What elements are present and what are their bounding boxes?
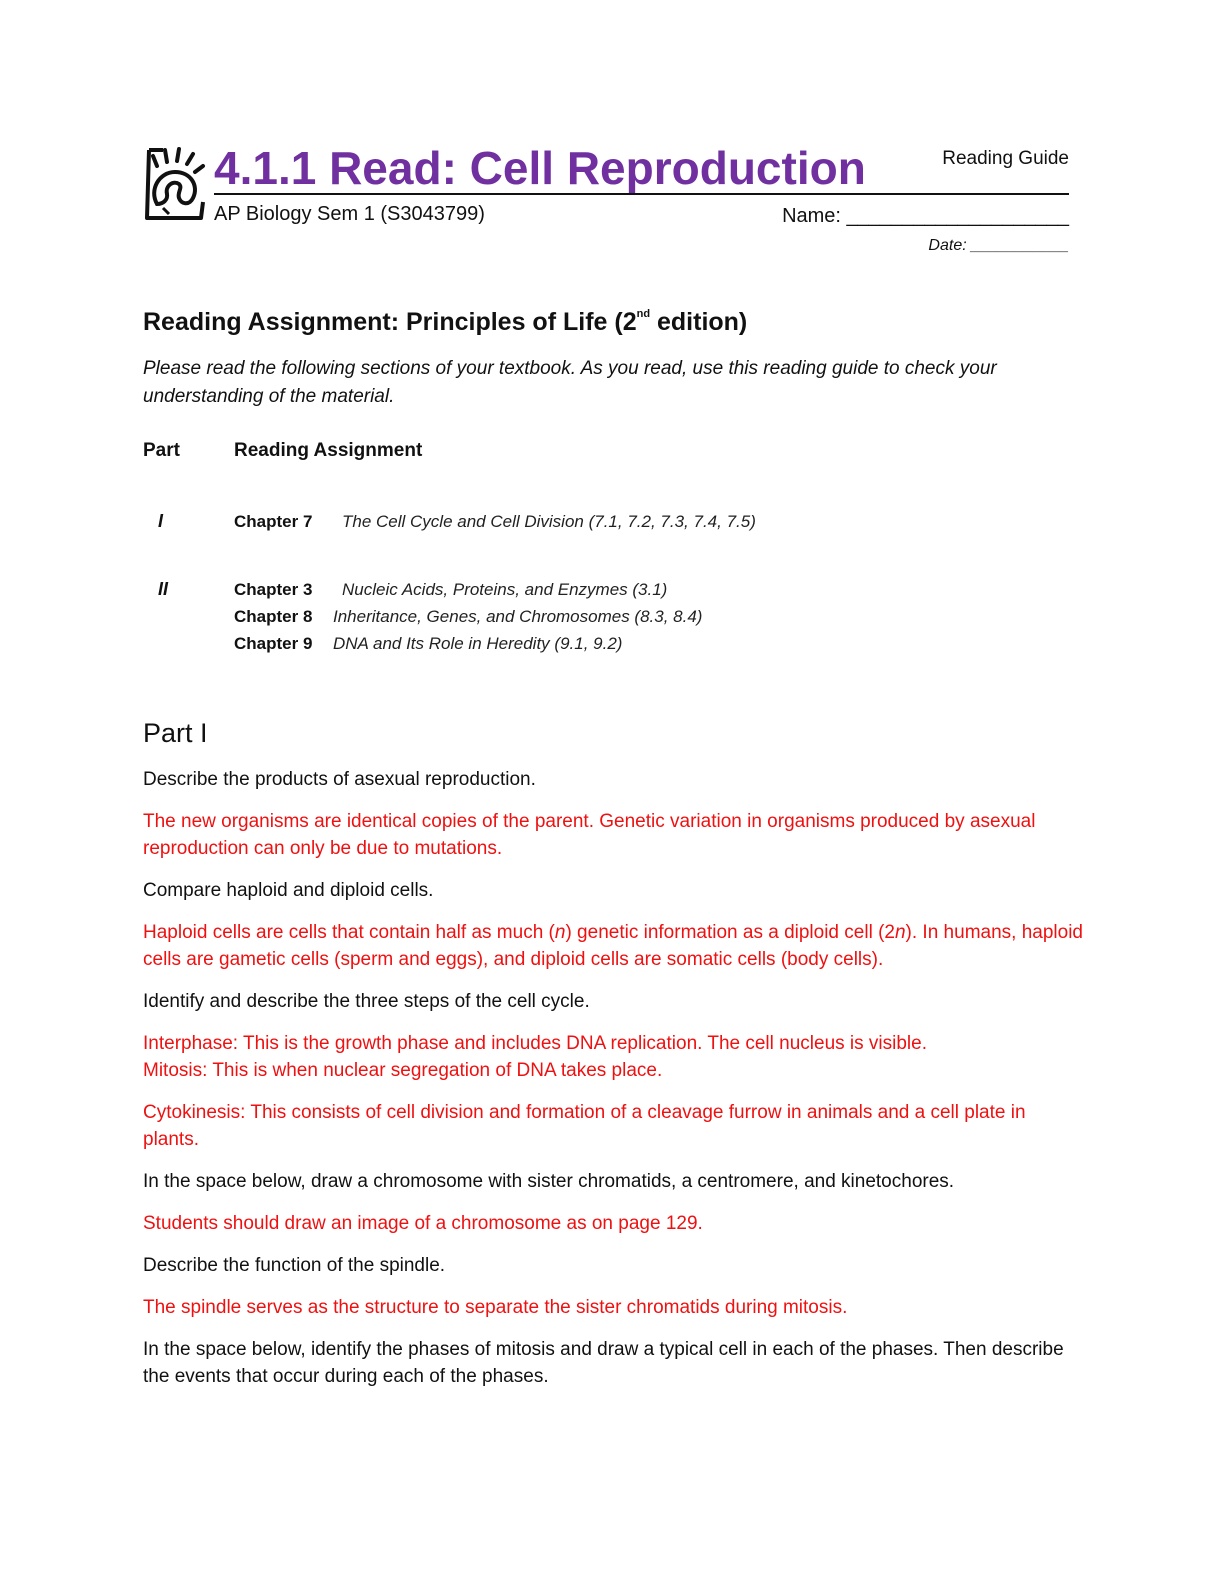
questions-and-answers xyxy=(143,766,1083,1390)
chapter-title: DNA and Its Role in Heredity (9.1, 9.2) xyxy=(333,634,623,653)
question: Describe the function of the spindle. xyxy=(143,1255,446,1276)
page-title: 4.1.1 Read: Cell Reproduction xyxy=(214,142,866,194)
answer: The new organisms are identical copies of the parent. Genetic variation in organisms produced by asexual reproduction can only be due to mutations. xyxy=(143,811,1036,859)
answer: Cytokinesis: This consists of cell division and formation of a cleavage furrow in animals and a cell plate in plants. xyxy=(143,1102,1026,1150)
part-number: II xyxy=(158,579,169,599)
answer: Mitosis: This is when nuclear segregation of DNA takes place. xyxy=(143,1060,663,1081)
document-type-label: Reading Guide xyxy=(942,148,1069,169)
chapter-title: The Cell Cycle and Cell Division (7.1, 7.2, 7.3, 7.4, 7.5) xyxy=(342,512,756,531)
answer: The spindle serves as the structure to separate the sister chromatids during mitosis. xyxy=(143,1297,848,1318)
radiating-head-logo-icon xyxy=(143,142,207,222)
question: Compare haploid and diploid cells. xyxy=(143,880,434,901)
name-field[interactable]: Name: ____________________ xyxy=(782,205,1069,227)
date-field[interactable]: Date: ___________ xyxy=(928,237,1069,254)
answer-text: Haploid cells are cells that contain half as much ( xyxy=(143,922,555,943)
answer-text: ). In humans, haploid cells are gametic cells (sperm and eggs), and diploid cells are somatic cells (body cells). xyxy=(143,922,1083,970)
chapter-label: Chapter 8 xyxy=(234,607,313,626)
haploid-symbol: n xyxy=(554,922,566,943)
diploid-symbol: n xyxy=(894,922,906,943)
reading-assignment-heading-tail: edition) xyxy=(650,308,748,336)
question: Identify and describe the three steps of the cell cycle. xyxy=(143,991,590,1012)
reading-assignment-heading-text: Reading Assignment: Principles of Life (2 xyxy=(143,308,637,336)
answer xyxy=(143,919,1083,973)
answer-text: ) genetic information as a diploid cell (2 xyxy=(565,922,895,943)
column-header-part: Part xyxy=(143,440,180,461)
course-name: AP Biology Sem 1 (S3043799) xyxy=(214,203,485,225)
answer: Students should draw an image of a chromosome as on page 129. xyxy=(143,1213,703,1234)
reading-assignment-heading xyxy=(143,308,747,337)
question: Describe the products of asexual reproduction. xyxy=(143,769,536,790)
part-number: I xyxy=(158,511,164,531)
chapter-title: Inheritance, Genes, and Chromosomes (8.3, 8.4) xyxy=(333,607,703,626)
header-divider xyxy=(214,193,1069,195)
chapter-label: Chapter 7 xyxy=(234,512,313,531)
chapter-label: Chapter 3 xyxy=(234,580,313,599)
reading-instructions: Please read the following sections of your textbook. As you read, use this reading guide to check your understanding of the material. xyxy=(143,358,997,407)
section-heading: Part I xyxy=(143,718,208,748)
chapter-label: Chapter 9 xyxy=(234,634,313,653)
question: In the space below, identify the phases of mitosis and draw a typical cell in each of the phases. Then describe the events that occur during each of the phases. xyxy=(143,1339,1064,1387)
answer: Interphase: This is the growth phase and includes DNA replication. The cell nucleus is visible. xyxy=(143,1033,928,1054)
edition-superscript: nd xyxy=(636,308,651,320)
question: In the space below, draw a chromosome with sister chromatids, a centromere, and kinetochores. xyxy=(143,1171,955,1192)
chapter-title: Nucleic Acids, Proteins, and Enzymes (3.1) xyxy=(342,580,668,599)
column-header-reading-assignment: Reading Assignment xyxy=(234,440,423,461)
